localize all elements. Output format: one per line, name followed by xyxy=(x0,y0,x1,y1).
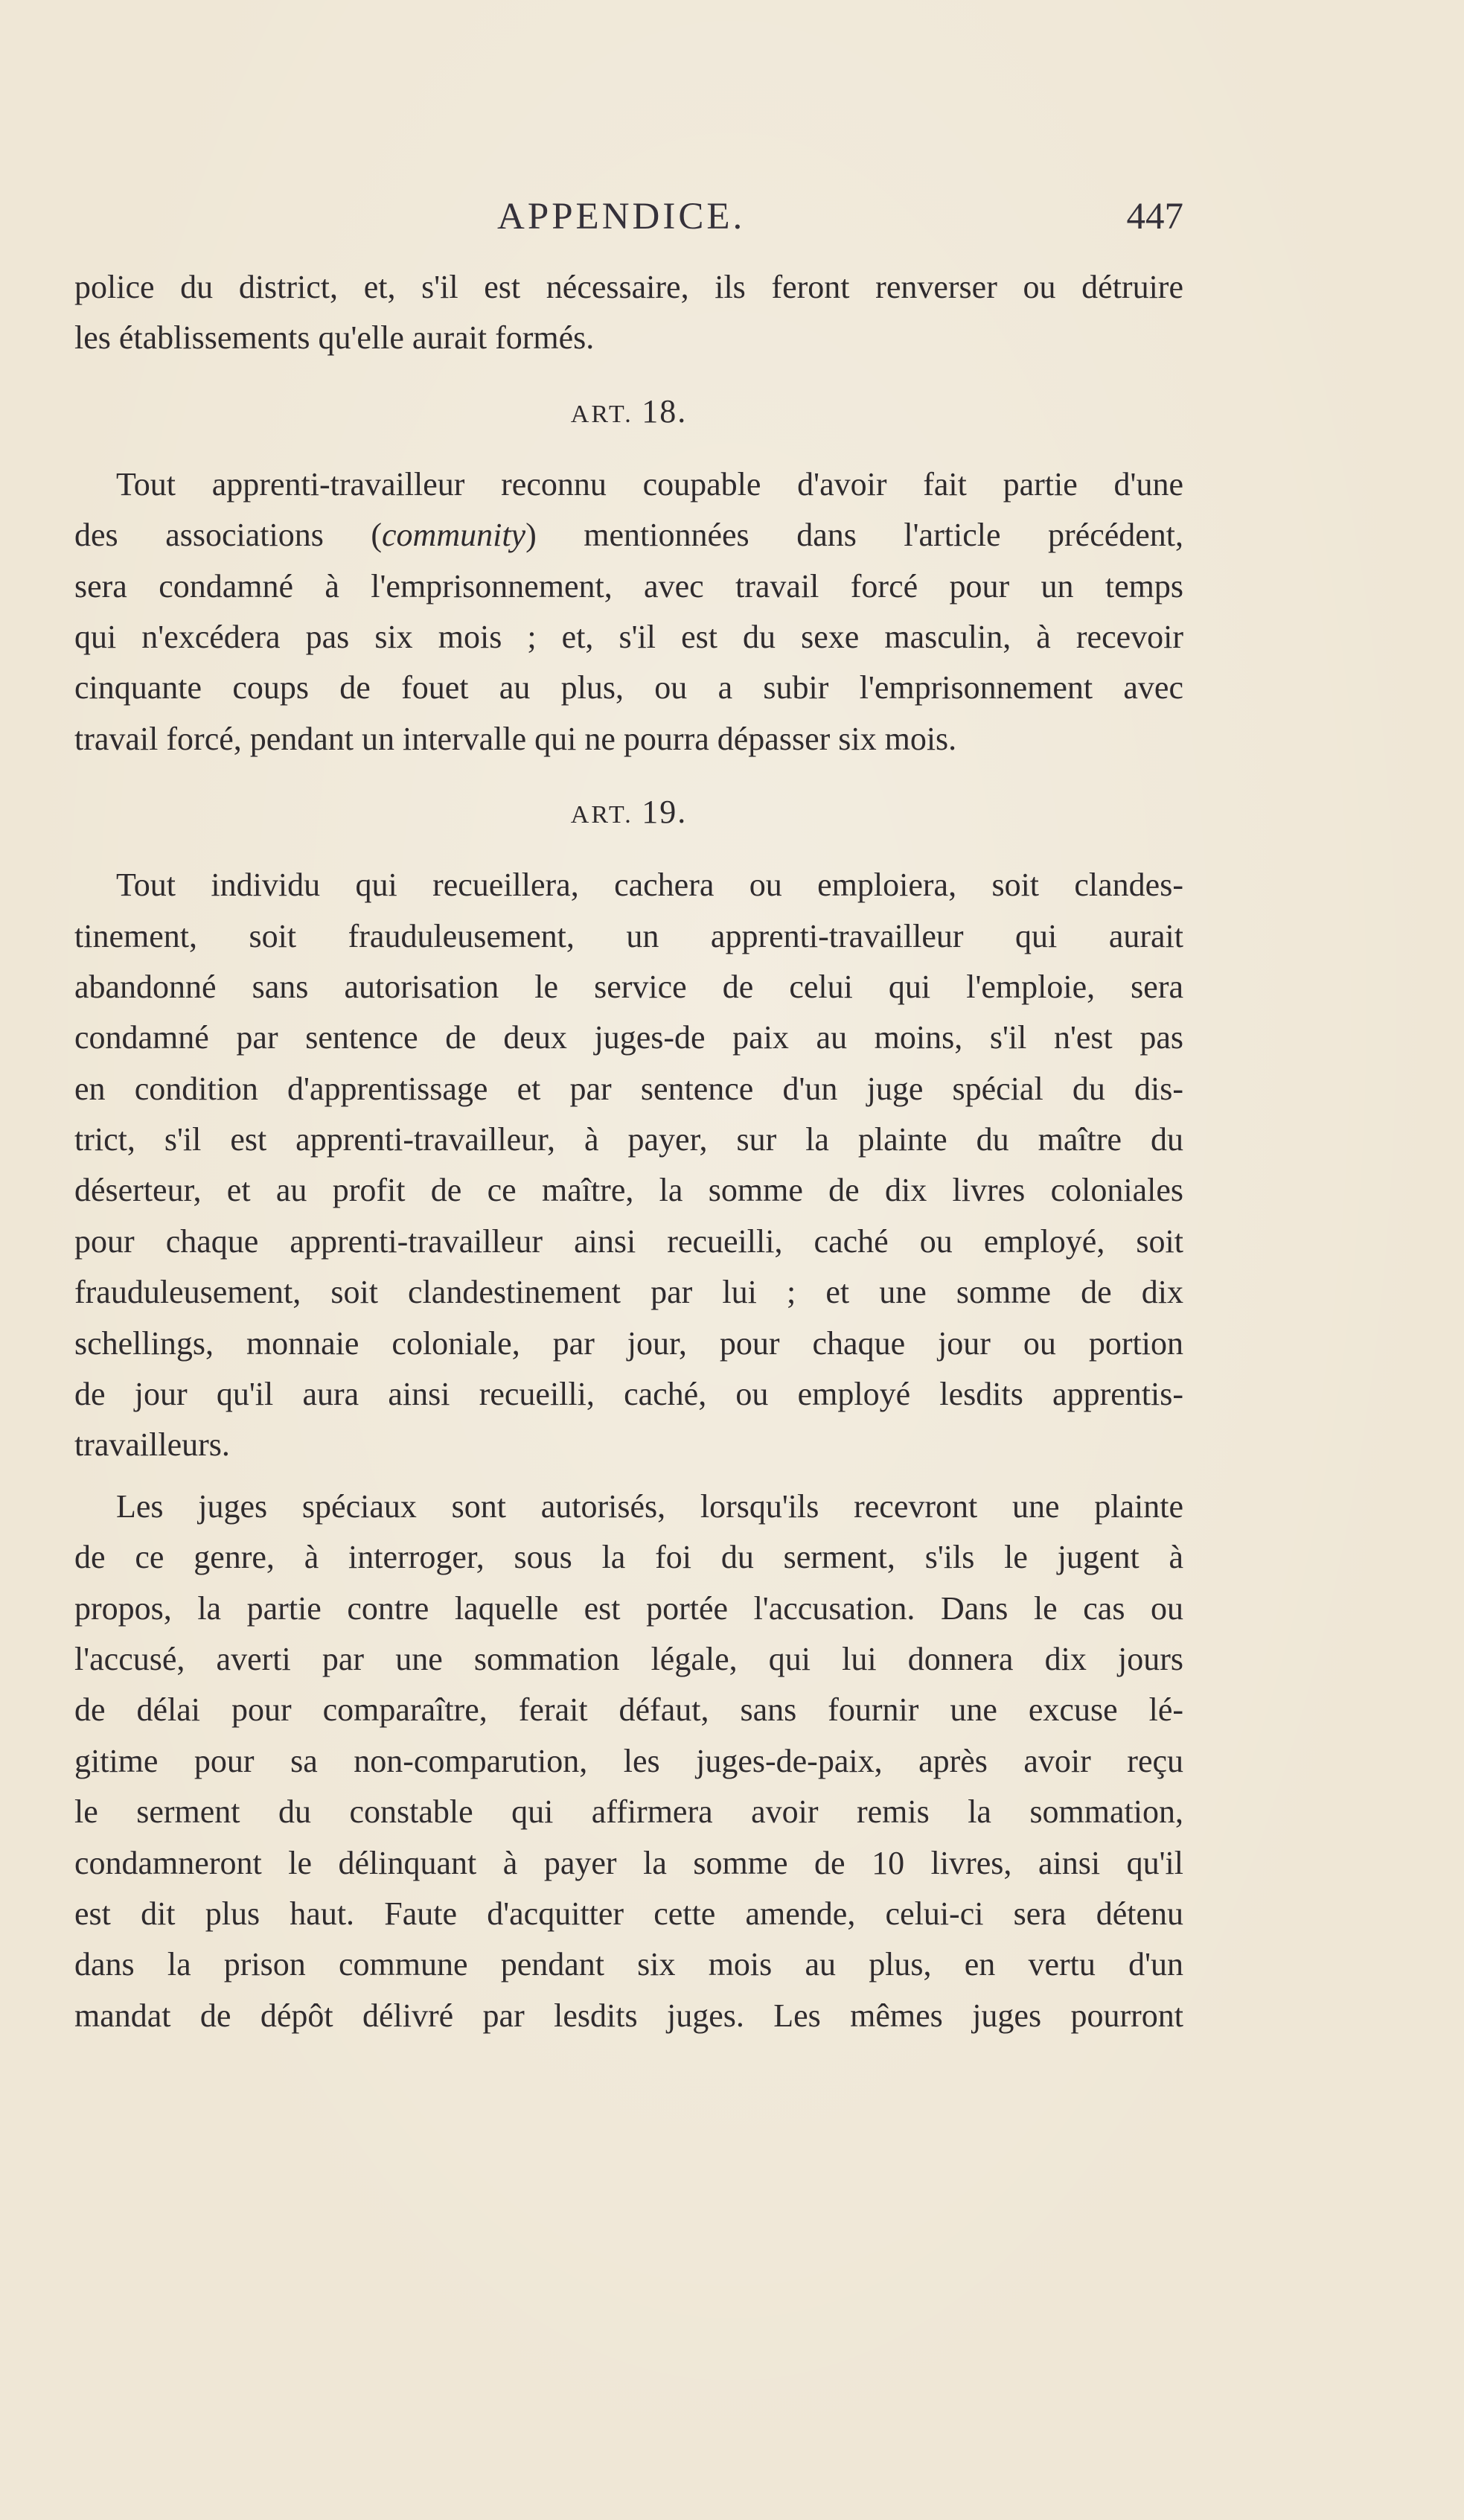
text-line: qui n'excédera pas six mois ; et, s'il est du sexe masculin, à recevoir xyxy=(74,618,1183,655)
text-line: travailleurs. xyxy=(74,1426,230,1464)
text-line: l'accusé, averti par une sommation légale, qui lui donnera dix jours xyxy=(74,1640,1183,1677)
text-line: de jour qu'il aura ainsi recueilli, caché, ou employé lesdits apprentis- xyxy=(74,1376,1183,1413)
text-line: gitime pour sa non-comparution, les juges-de-paix, après avoir reçu xyxy=(74,1742,1183,1779)
text-line: le serment du constable qui affirmera avoir remis la sommation, xyxy=(74,1793,1183,1831)
italic-term: community xyxy=(382,517,526,554)
article-label: ART. xyxy=(570,801,633,829)
text-line: Tout apprenti-travailleur reconnu coupable d'avoir fait partie d'une xyxy=(116,465,1183,503)
text-line: travail forcé, pendant un intervalle qui ne pourra dépasser six mois. xyxy=(74,720,957,757)
text-line: abandonné sans autorisation le service de celui qui l'emploie, sera xyxy=(74,968,1183,1005)
text-line: condamneront le délinquant à payer la somme de 10 livres, ainsi qu'il xyxy=(74,1844,1183,1881)
text-line: Les juges spéciaux sont autorisés, lorsqu'ils recevront une plainte xyxy=(116,1487,1183,1525)
text-line: les établissements qu'elle aurait formés. xyxy=(74,319,595,357)
paragraph-gap xyxy=(74,1471,1183,1481)
text-line: mandat de dépôt délivré par lesdits juges. Les mêmes juges pourront xyxy=(74,1997,1183,2034)
text-segment: des associations ( xyxy=(74,517,383,554)
running-head: APPENDICE. xyxy=(497,196,746,237)
text-line: police du district, et, s'il est nécessaire, ils feront renverser ou détruire xyxy=(74,269,1183,305)
article-heading-19 xyxy=(74,765,1183,860)
text-segment: ) mentionnées dans l'article précédent, xyxy=(525,517,1183,554)
article-label: ART. xyxy=(570,400,633,428)
text-line: tinement, soit frauduleusement, un apprenti-travailleur qui aurait xyxy=(74,917,1183,954)
page-number: 447 xyxy=(1126,196,1183,237)
text-line: de ce genre, à interroger, sous la foi du serment, s'ils le jugent à xyxy=(74,1539,1183,1576)
text-line xyxy=(74,510,1183,561)
text-line: schellings, monnaie coloniale, par jour, pour chaque jour ou portion xyxy=(74,1324,1183,1362)
text-line: est dit plus haut. Faute d'acquitter cette amende, celui-ci sera détenu xyxy=(74,1895,1183,1932)
text-line: cinquante coups de fouet au plus, ou a subir l'emprisonnement avec xyxy=(74,669,1183,706)
article-heading-18 xyxy=(74,364,1183,459)
body-text xyxy=(74,262,1183,2041)
text-line: sera condamné à l'emprisonnement, avec travail forcé pour un temps xyxy=(74,567,1183,605)
text-line: de délai pour comparaître, ferait défaut, sans fournir une excuse lé- xyxy=(74,1691,1183,1729)
text-line: propos, la partie contre laquelle est portée l'accusation. Dans le cas ou xyxy=(74,1589,1183,1627)
page-header xyxy=(74,195,1183,247)
text-line: pour chaque apprenti-travailleur ainsi recueilli, caché ou employé, soit xyxy=(74,1222,1183,1260)
text-line: déserteur, et au profit de ce maître, la somme de dix livres coloniales xyxy=(74,1172,1183,1209)
text-line: Tout individu qui recueillera, cachera ou emploiera, soit clandes- xyxy=(116,867,1183,904)
article-number: 18. xyxy=(642,392,688,430)
text-line: trict, s'il est apprenti-travailleur, à payer, sur la plainte du maître du xyxy=(74,1121,1183,1158)
text-line: condamné par sentence de deux juges-de paix au moins, s'il n'est pas xyxy=(74,1019,1183,1056)
text-line: dans la prison commune pendant six mois au plus, en vertu d'un xyxy=(74,1946,1183,1983)
article-number: 19. xyxy=(642,794,688,831)
text-line: frauduleusement, soit clandestinement par lui ; et une somme de dix xyxy=(74,1274,1183,1311)
text-line: en condition d'apprentissage et par sentence d'un juge spécial du dis- xyxy=(74,1070,1183,1107)
